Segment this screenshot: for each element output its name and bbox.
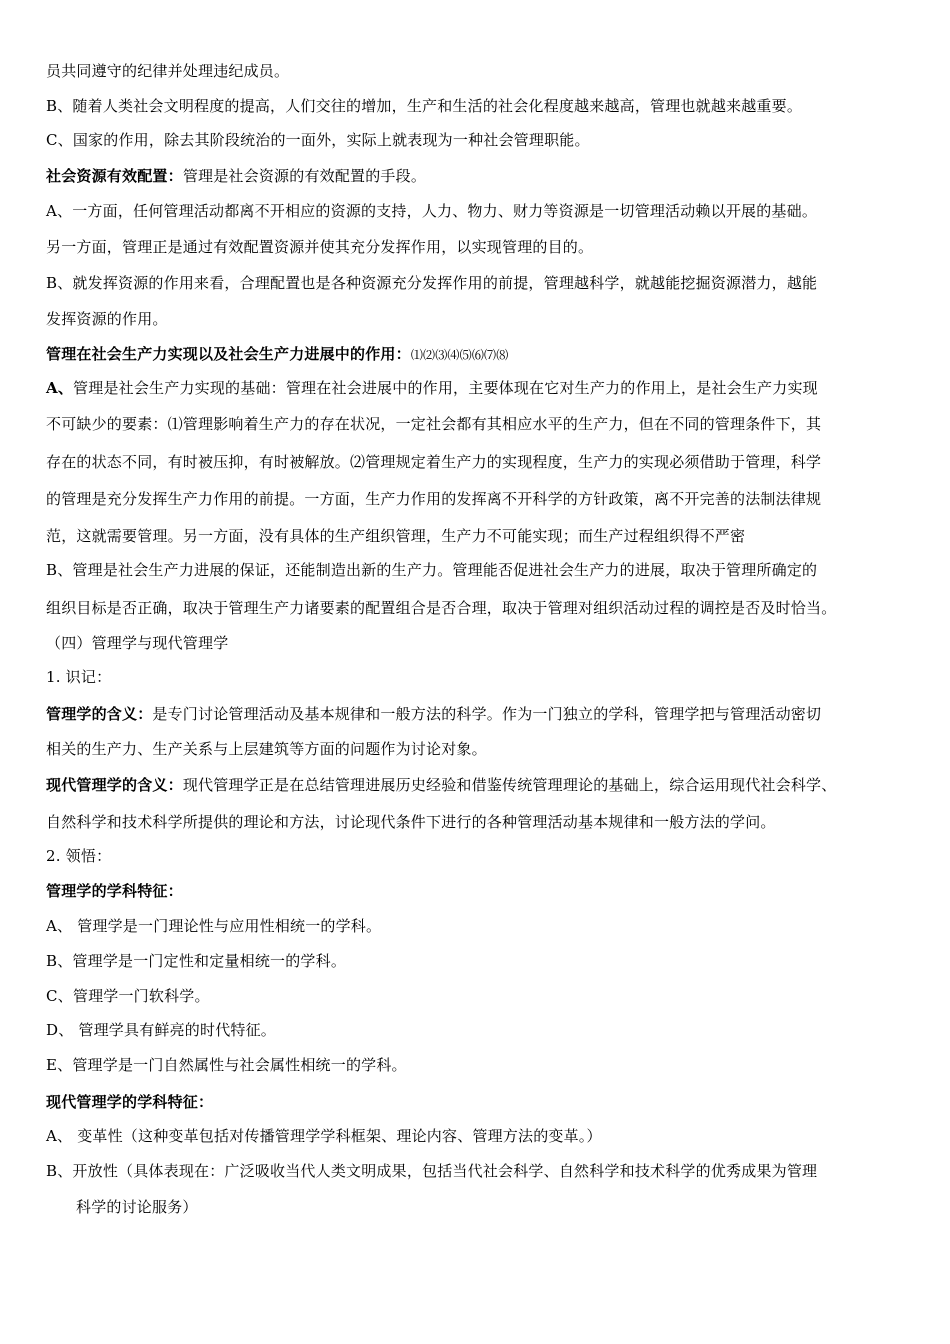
paragraph-line bbox=[46, 96, 802, 116]
paragraph-line bbox=[46, 846, 111, 866]
paragraph-line bbox=[46, 414, 821, 434]
paragraph-line bbox=[46, 560, 817, 580]
line-text: 发挥资源的作用。 bbox=[46, 310, 168, 328]
line-text: B、管理学是一门定性和定量相统一的学科。 bbox=[46, 952, 347, 970]
line-text: 现代管理学正是在总结管理进展历史经验和借鉴传统管理理论的基础上，综合运用现代社会科学、 bbox=[182, 776, 837, 794]
line-text: A、 管理学是一门理论性与应用性相统一的学科。 bbox=[46, 917, 382, 935]
paragraph-line bbox=[46, 489, 821, 509]
line-text: A、一方面，任何管理活动都离不开相应的资源的支持，人力、物力、财力等资源是一切管理活动赖以开展的基础。 bbox=[46, 202, 818, 220]
list-item bbox=[46, 1126, 602, 1146]
line-heading: 社会资源有效配置： bbox=[46, 167, 183, 185]
line-text: 相关的生产力、生产关系与上层建筑等方面的问题作为讨论对象。 bbox=[46, 740, 487, 758]
line-text: 另一方面，管理正是通过有效配置资源并使其充分发挥作用，以实现管理的目的。 bbox=[46, 238, 594, 256]
line-heading: 现代管理学的含义： bbox=[46, 776, 183, 794]
paragraph-line bbox=[46, 273, 817, 293]
line-heading: A、 bbox=[46, 379, 74, 397]
paragraph-line bbox=[46, 775, 836, 795]
line-text: （四）管理学与现代管理学 bbox=[46, 634, 229, 652]
line-text: B、就发挥资源的作用来看，合理配置也是各种资源充分发挥作用的前提，管理越科学，就越能挖掘资源潜力，越能 bbox=[46, 274, 818, 292]
line-text: B、开放性（具体表现在：广泛吸收当代人类文明成果，包括当代社会科学、自然科学和技术科学的优秀成果为管理 bbox=[46, 1162, 818, 1180]
line-text: 自然科学和技术科学所提供的理论和方法，讨论现代条件下进行的各种管理活动基本规律和一般方法的学问。 bbox=[46, 813, 776, 831]
paragraph-line bbox=[46, 61, 289, 81]
paragraph-line bbox=[46, 201, 817, 221]
paragraph-line bbox=[46, 1092, 213, 1112]
line-heading: 现代管理学的学科特征： bbox=[46, 1093, 214, 1111]
line-text: 不可缺少的要素：⑴管理影响着生产力的存在状况，一定社会都有其相应水平的生产力，但在不同的管理条件下，其 bbox=[46, 415, 822, 433]
paragraph-line bbox=[46, 667, 111, 687]
line-text: A、 变革性（这种变革包括对传播管理学学科框架、理论内容、管理方法的变革。） bbox=[46, 1127, 602, 1145]
paragraph-line bbox=[46, 598, 836, 618]
paragraph-line bbox=[46, 309, 168, 329]
line-text: 的管理是充分发挥生产力作用的前提。一方面，生产力作用的发挥离不开科学的方针政策，离不开完善的法制法律规 bbox=[46, 490, 822, 508]
list-item-continuation bbox=[76, 1197, 198, 1217]
line-text: C、管理学一门软科学。 bbox=[46, 987, 210, 1005]
paragraph-line bbox=[46, 344, 508, 365]
paragraph-line bbox=[46, 452, 821, 472]
line-text: 存在的状态不同，有时被压抑，有时被解放。⑵管理规定着生产力的实现程度，生产力的实现必须借助于管理，科学 bbox=[46, 453, 822, 471]
list-item bbox=[46, 951, 346, 971]
line-text: 范，这就需要管理。另一方面，没有具体的生产组织管理，生产力不可能实现；而生产过程组织得不严密 bbox=[46, 527, 746, 545]
paragraph-line bbox=[46, 237, 593, 257]
paragraph-line bbox=[46, 881, 183, 901]
line-text: C、国家的作用，除去其阶段统治的一面外，实际上就表现为一种社会管理职能。 bbox=[46, 131, 590, 149]
list-item bbox=[46, 1055, 407, 1075]
list-item bbox=[46, 1020, 276, 1040]
line-text: 管理是社会资源的有效配置的手段。 bbox=[182, 167, 427, 185]
line-text: B、管理是社会生产力进展的保证，还能制造出新的生产力。管理能否促进社会生产力的进展，取决于管理所确定的 bbox=[46, 561, 818, 579]
list-item bbox=[46, 986, 210, 1006]
line-heading: 管理学的学科特征： bbox=[46, 882, 183, 900]
line-text: 1. 识记： bbox=[46, 668, 112, 686]
line-text: D、 管理学具有鲜亮的时代特征。 bbox=[46, 1021, 276, 1039]
line-heading: 管理学的含义： bbox=[46, 705, 153, 723]
list-item bbox=[46, 916, 381, 936]
line-heading: 管理在社会生产力实现以及社会生产力进展中的作用： bbox=[46, 345, 411, 363]
line-text: 科学的讨论服务） bbox=[76, 1198, 198, 1216]
line-text: 是专门讨论管理活动及基本规律和一般方法的科学。作为一门独立的学科，管理学把与管理活动密切 bbox=[152, 705, 822, 723]
paragraph-line bbox=[46, 378, 818, 398]
line-text: 2. 领悟： bbox=[46, 847, 112, 865]
paragraph-line bbox=[46, 739, 487, 759]
paragraph-line bbox=[46, 130, 590, 150]
line-text: B、随着人类社会文明程度的提高，人们交往的增加，生产和生活的社会化程度越来越高，管理也就越来越重要。 bbox=[46, 97, 803, 115]
line-text: 组织目标是否正确，取决于管理生产力诸要素的配置组合是否合理，取决于管理对组织活动过程的调控是否及时恰当。 bbox=[46, 599, 837, 617]
paragraph-line bbox=[46, 526, 745, 546]
line-text: 员共同遵守的纪律并处理违纪成员。 bbox=[46, 62, 290, 80]
line-text: ⑴⑵⑶⑷⑸⑹⑺⑻ bbox=[410, 348, 509, 362]
line-text: E、管理学是一门自然属性与社会属性相统一的学科。 bbox=[46, 1056, 407, 1074]
paragraph-line bbox=[46, 166, 426, 186]
paragraph-line bbox=[46, 812, 776, 832]
section-heading bbox=[46, 633, 228, 653]
paragraph-line bbox=[46, 704, 821, 724]
line-text: 管理是社会生产力实现的基础：管理在社会进展中的作用，主要体现在它对生产力的作用上，是社会生产力实现 bbox=[73, 379, 818, 397]
list-item bbox=[46, 1161, 817, 1181]
